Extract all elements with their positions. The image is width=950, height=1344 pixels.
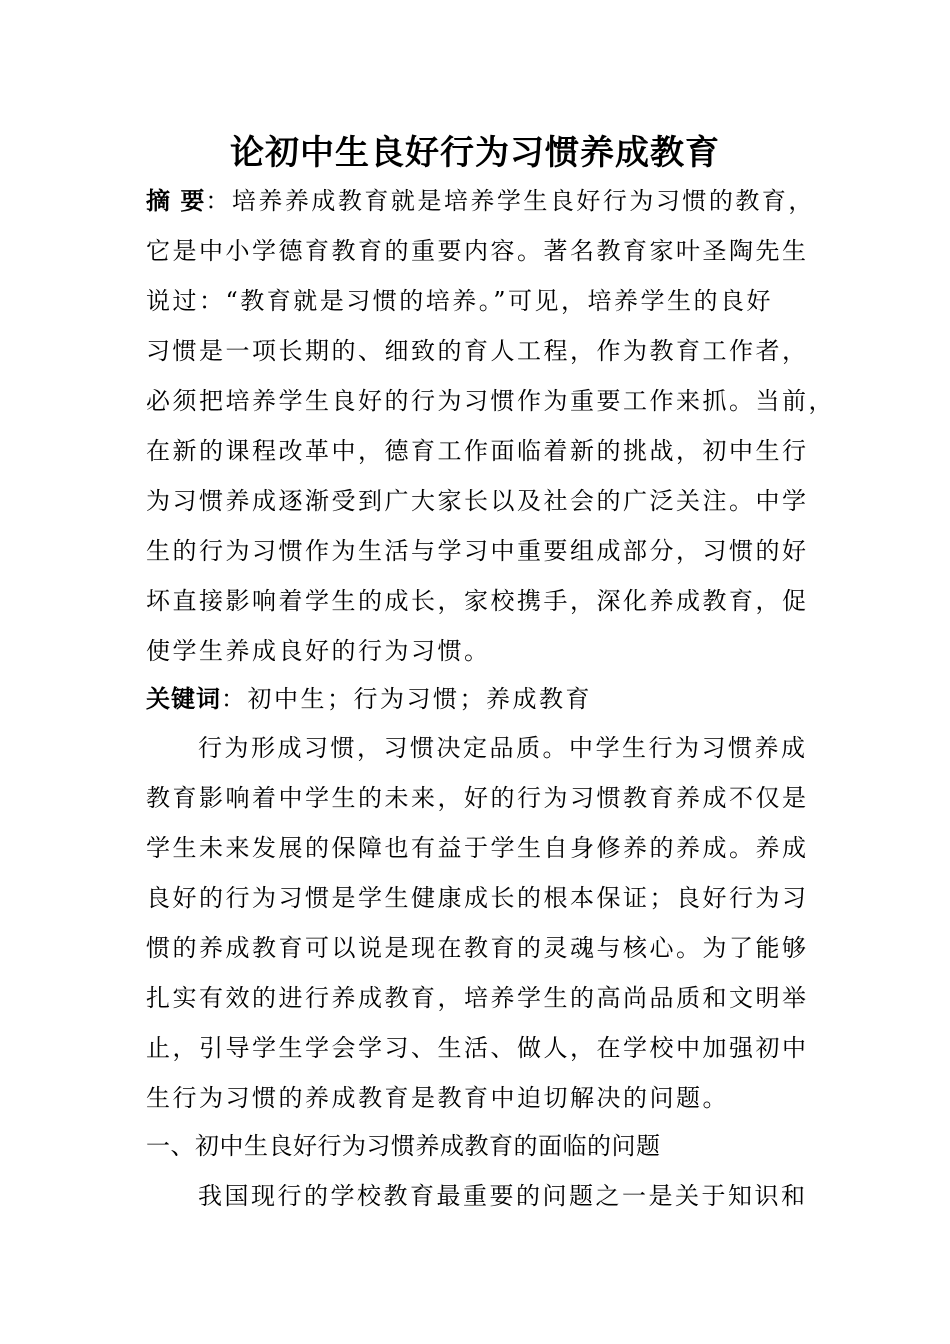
keywords-text: 初中生；行为习惯；养成教育 <box>247 685 592 713</box>
abstract-line-6: 在新的课程改革中，德育工作面临着新的挑战，初中生行 <box>146 437 809 465</box>
abstract-line-10: 使学生养成良好的行为习惯。 <box>146 637 491 665</box>
intro-line-8: 生行为习惯的养成教育是教育中迫切解决的问题。 <box>146 1084 729 1112</box>
abstract-line-5: 必须把培养学生良好的行为习惯作为重要工作来抓。当前， <box>146 387 835 415</box>
section1-line-1: 我国现行的学校教育最重要的问题之一是关于知识和 <box>198 1182 808 1210</box>
abstract-separator: ： <box>205 187 232 215</box>
abstract-line-7: 为习惯养成逐渐受到广大家长以及社会的广泛关注。中学 <box>146 487 809 515</box>
abstract-line-3: 说过：“教育就是习惯的培养。”可见，培养学生的良好 <box>146 287 774 315</box>
keywords-line <box>146 684 592 714</box>
abstract-line-9: 坏直接影响着学生的成长，家校携手，深化养成教育，促 <box>146 587 809 615</box>
intro-line-7: 止，引导学生学会学习、生活、做人，在学校中加强初中 <box>146 1034 809 1062</box>
intro-line-6: 扎实有效的进行养成教育，培养学生的高尚品质和文明举 <box>146 984 809 1012</box>
keywords-separator: ： <box>221 685 248 713</box>
intro-line-1: 行为形成习惯，习惯决定品质。中学生行为习惯养成 <box>198 734 808 762</box>
abstract-line-8: 生的行为习惯作为生活与学习中重要组成部分，习惯的好 <box>146 537 809 565</box>
document-title: 论初中生良好行为习惯养成教育 <box>230 133 720 173</box>
abstract-line-1 <box>146 186 815 216</box>
intro-line-2: 教育影响着中学生的未来，好的行为习惯教育养成不仅是 <box>146 784 809 812</box>
keywords-label: 关键词 <box>146 685 221 713</box>
abstract-line-2: 它是中小学德育教育的重要内容。著名教育家叶圣陶先生 <box>146 237 809 265</box>
intro-line-5: 惯的养成教育可以说是现在教育的灵魂与核心。为了能够 <box>146 934 809 962</box>
section-heading-1: 一、初中生良好行为习惯养成教育的面临的问题 <box>146 1132 661 1160</box>
abstract-text-1: 培养养成教育就是培养学生良好行为习惯的教育， <box>231 187 815 215</box>
abstract-label: 摘 要 <box>146 187 206 215</box>
intro-line-3: 学生未来发展的保障也有益于学生自身修养的养成。养成 <box>146 834 809 862</box>
abstract-line-4: 习惯是一项长期的、细致的育人工程，作为教育工作者， <box>146 337 809 365</box>
intro-line-4: 良好的行为习惯是学生健康成长的根本保证；良好行为习 <box>146 884 809 912</box>
